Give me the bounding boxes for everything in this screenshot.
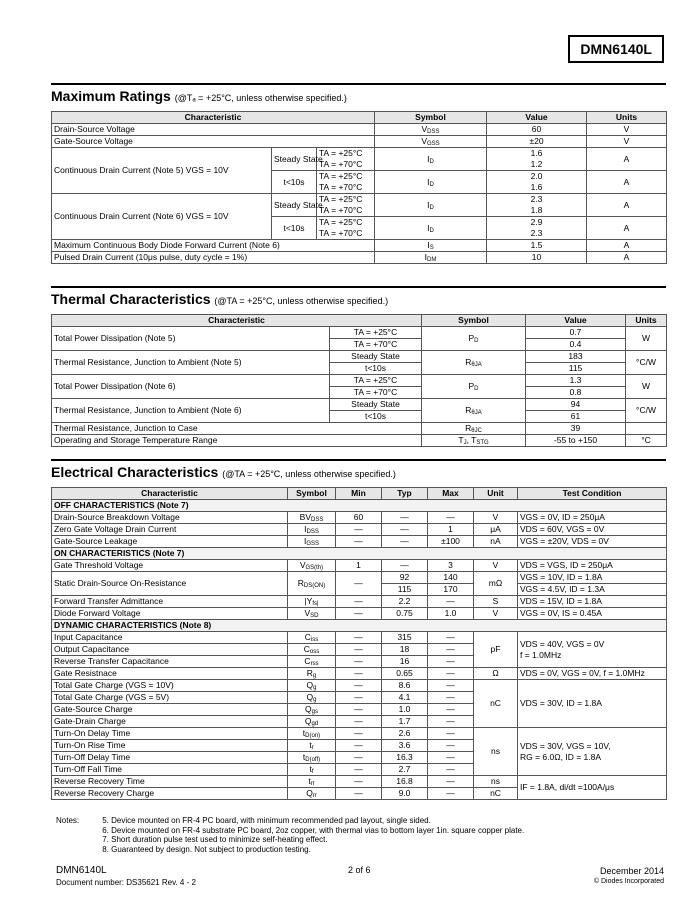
thermal-condition: (@TA = +25°C, unless otherwise specified.): [214, 296, 389, 306]
max-ratings-section: [51, 83, 666, 264]
symbol: $t_{rr}$: [288, 776, 336, 788]
table-row: [52, 560, 667, 572]
col-symbol: Symbol: [375, 112, 487, 124]
value: 0.8: [526, 387, 626, 399]
unit: S: [474, 596, 518, 608]
thermal-section: [51, 286, 666, 447]
condition: TA = +70°C: [330, 387, 422, 399]
symbol: $t_f$: [288, 764, 336, 776]
symbol: $I_S$: [375, 240, 487, 252]
table-row: [52, 252, 667, 264]
unit: V: [474, 608, 518, 620]
col-units: Units: [626, 315, 667, 327]
symbol: $Q_{gs}$: [288, 704, 336, 716]
section-row: [52, 548, 667, 560]
symbol: $Q_g$: [288, 692, 336, 704]
value: 183: [526, 351, 626, 363]
value: 2.0 1.6: [487, 171, 587, 194]
note-6: 6. Device mounted on FR-4 substrate PC board, 2oz copper, with thermal vias to bottom layer 1in. square copper plate.: [102, 825, 525, 835]
value: 0.4: [526, 339, 626, 351]
min: —: [336, 704, 382, 716]
unit: Ω: [474, 668, 518, 680]
min: —: [336, 608, 382, 620]
typ: —: [382, 560, 428, 572]
unit: μA: [474, 524, 518, 536]
col-symbol: Symbol: [422, 315, 526, 327]
value: 0.7: [526, 327, 626, 339]
test-condition: VDS = VGS, ID = 250μA: [518, 560, 667, 572]
typ: 92: [382, 572, 428, 584]
condition: TA = +25°C: [330, 375, 422, 387]
symbol: $t_{D(on)}$: [288, 728, 336, 740]
unit: A: [587, 217, 667, 240]
symbol: $R_{DS(ON)}$: [288, 572, 336, 596]
unit: A: [587, 252, 667, 264]
symbol: $t_{D(off)}$: [288, 752, 336, 764]
symbol: $t_r$: [288, 740, 336, 752]
condition-state: t<10s: [272, 171, 317, 194]
test-condition: VGS = 10V, ID = 1.8A: [518, 572, 667, 584]
typ: —: [382, 536, 428, 548]
min: —: [336, 632, 382, 644]
characteristic-label: Continuous Drain Current (Note 6) VGS = 10V: [52, 194, 272, 240]
condition: Steady State: [330, 351, 422, 363]
characteristic-label: Output Capacitance: [52, 644, 288, 656]
condition-temps: TA = +25°C TA = +70°C: [317, 148, 375, 171]
unit: °C: [626, 435, 667, 447]
section-title: DYNAMIC CHARACTERISTICS (Note 8): [52, 620, 667, 632]
unit: W: [626, 327, 667, 351]
note-5: 5. Device mounted on FR-4 PC board, with minimum recommended pad layout, single sided.: [102, 816, 431, 825]
table-row: [52, 572, 667, 584]
typ: 3.6: [382, 740, 428, 752]
characteristic-label: Turn-On Delay Time: [52, 728, 288, 740]
value: 115: [526, 363, 626, 375]
min: —: [336, 656, 382, 668]
symbol: $|Y_{fs|}$: [288, 596, 336, 608]
test-condition: VDS = 30V, ID = 1.8A: [518, 680, 667, 728]
test-condition: VGS = 0V, IS = 0.45A: [518, 608, 667, 620]
min: —: [336, 572, 382, 596]
symbol: $T_J$, $T_{STG}$: [422, 435, 526, 447]
table-row: [52, 596, 667, 608]
table-row: [52, 512, 667, 524]
value: 2.9 2.3: [487, 217, 587, 240]
table-row: [52, 524, 667, 536]
characteristic-label: Turn-On Rise Time: [52, 740, 288, 752]
max: —: [428, 740, 474, 752]
test-condition: VDS = 15V, ID = 1.8A: [518, 596, 667, 608]
min: —: [336, 716, 382, 728]
symbol: $R_{\theta JC}$: [422, 423, 526, 435]
value: 94: [526, 399, 626, 411]
condition-temps: TA = +25°C TA = +70°C: [317, 194, 375, 217]
condition: t<10s: [330, 411, 422, 423]
characteristic-label: Thermal Resistance, Junction to Case: [52, 423, 422, 435]
characteristic-label: Diode Forward Voltage: [52, 608, 288, 620]
electrical-table: [51, 487, 667, 800]
notes-label: Notes:: [56, 816, 80, 825]
typ: 16.3: [382, 752, 428, 764]
max: —: [428, 512, 474, 524]
min: 1: [336, 560, 382, 572]
value: -55 to +150: [526, 435, 626, 447]
test-condition: IF = 1.8A, di/dt =100A/μs: [518, 776, 667, 800]
table-row: [52, 632, 667, 644]
unit: A: [587, 240, 667, 252]
typ: —: [382, 524, 428, 536]
electrical-heading: Electrical Characteristics: [51, 464, 219, 480]
unit: A: [587, 171, 667, 194]
table-row: [52, 776, 667, 788]
section-row: [52, 500, 667, 512]
min: —: [336, 764, 382, 776]
footer-copyright: © Diodes Incorporated: [593, 878, 664, 885]
table-row: [52, 240, 667, 252]
unit: nC: [474, 680, 518, 728]
symbol: $I_{DSS}$: [288, 524, 336, 536]
col-typ: Typ: [382, 488, 428, 500]
table-row: [52, 148, 667, 171]
characteristic-label: Operating and Storage Temperature Range: [52, 435, 422, 447]
table-row: [52, 375, 667, 387]
characteristic-label: Gate-Source Leakage: [52, 536, 288, 548]
table-row: [52, 680, 667, 692]
characteristic-label: Thermal Resistance, Junction to Ambient (Note 5): [52, 351, 330, 375]
section-title: OFF CHARACTERISTICS (Note 7): [52, 500, 667, 512]
max: 1.0: [428, 608, 474, 620]
min: —: [336, 740, 382, 752]
value: 1.5: [487, 240, 587, 252]
max: —: [428, 716, 474, 728]
min: —: [336, 776, 382, 788]
typ: 1.7: [382, 716, 428, 728]
unit: °C/W: [626, 351, 667, 375]
max-ratings-title: [51, 83, 666, 107]
characteristic-label: Total Power Dissipation (Note 5): [52, 327, 330, 351]
electrical-section: [51, 459, 666, 800]
table-row: [52, 399, 667, 411]
condition: t<10s: [330, 363, 422, 375]
min: —: [336, 668, 382, 680]
table-row: [52, 124, 667, 136]
symbol: $I_D$: [375, 171, 487, 194]
characteristic-label: Forward Transfer Admittance: [52, 596, 288, 608]
symbol: $C_{oss}$: [288, 644, 336, 656]
table-row: [52, 136, 667, 148]
section-row: [52, 620, 667, 632]
col-unit: Unit: [474, 488, 518, 500]
max: —: [428, 668, 474, 680]
typ: 115: [382, 584, 428, 596]
min: —: [336, 788, 382, 800]
unit: pF: [474, 632, 518, 668]
symbol: $R_{\theta JA}$: [422, 351, 526, 375]
symbol: $I_{GSS}$: [288, 536, 336, 548]
min: 60: [336, 512, 382, 524]
symbol: $P_D$: [422, 375, 526, 399]
max-ratings-table: [51, 111, 667, 264]
unit: nC: [474, 788, 518, 800]
value: 60: [487, 124, 587, 136]
value: 10: [487, 252, 587, 264]
table-row: [52, 194, 667, 217]
symbol: $I_{DM}$: [375, 252, 487, 264]
typ: 9.0: [382, 788, 428, 800]
value: 2.3 1.8: [487, 194, 587, 217]
max: —: [428, 596, 474, 608]
max: —: [428, 704, 474, 716]
symbol: $I_D$: [375, 148, 487, 171]
col-characteristic: Characteristic: [52, 315, 422, 327]
test-condition: VGS = ±20V, VDS = 0V: [518, 536, 667, 548]
unit: W: [626, 375, 667, 399]
characteristic-label: Static Drain-Source On-Resistance: [52, 572, 288, 596]
condition-temps: TA = +25°C TA = +70°C: [317, 217, 375, 240]
table-row: [52, 536, 667, 548]
table-row: [52, 728, 667, 740]
min: —: [336, 524, 382, 536]
characteristic-label: Continuous Drain Current (Note 5) VGS = 10V: [52, 148, 272, 194]
max: ±100: [428, 536, 474, 548]
min: —: [336, 752, 382, 764]
unit: [626, 423, 667, 435]
col-value: Value: [487, 112, 587, 124]
footer-page: 2 of 6: [348, 865, 371, 875]
typ: 8.6: [382, 680, 428, 692]
characteristic-label: Zero Gate Voltage Drain Current: [52, 524, 288, 536]
thermal-table: [51, 314, 667, 447]
min: —: [336, 728, 382, 740]
typ: 18: [382, 644, 428, 656]
table-row: [52, 327, 667, 339]
footer-part: DMN6140L: [56, 865, 107, 876]
test-condition: VGS = 4.5V, ID = 1.3A: [518, 584, 667, 596]
symbol: $P_D$: [422, 327, 526, 351]
footer-doc-number: Document number: DS35621 Rev. 4 - 2: [56, 878, 196, 887]
col-value: Value: [526, 315, 626, 327]
characteristic-label: Gate-Drain Charge: [52, 716, 288, 728]
test-condition: VDS = 30V, VGS = 10V, RG = 6.0Ω, ID = 1.8A: [518, 728, 667, 776]
col-characteristic: Characteristic: [52, 488, 288, 500]
unit: V: [587, 124, 667, 136]
table-row: [52, 608, 667, 620]
max: 170: [428, 584, 474, 596]
characteristic-label: Total Gate Charge (VGS = 10V): [52, 680, 288, 692]
unit: V: [474, 512, 518, 524]
notes: [56, 816, 524, 854]
characteristic-label: Total Gate Charge (VGS = 5V): [52, 692, 288, 704]
max-ratings-condition: (@Tₐ = +25°C, unless otherwise specified.): [174, 93, 347, 103]
unit: V: [587, 136, 667, 148]
part-number-box: [568, 35, 664, 63]
max: —: [428, 632, 474, 644]
thermal-title: [51, 286, 666, 310]
header-row: [52, 112, 667, 124]
characteristic-label: Input Capacitance: [52, 632, 288, 644]
characteristic-label: Reverse Transfer Capacitance: [52, 656, 288, 668]
value: ±20: [487, 136, 587, 148]
condition: TA = +70°C: [330, 339, 422, 351]
min: —: [336, 644, 382, 656]
unit: nA: [474, 536, 518, 548]
test-condition: VDS = 0V, VGS = 0V, f = 1.0MHz: [518, 668, 667, 680]
typ: 16.8: [382, 776, 428, 788]
symbol: $V_{DSS}$: [375, 124, 487, 136]
col-symbol: Symbol: [288, 488, 336, 500]
typ: 315: [382, 632, 428, 644]
test-condition: VGS = 0V, ID = 250μA: [518, 512, 667, 524]
unit: A: [587, 148, 667, 171]
col-units: Units: [587, 112, 667, 124]
footer-date: December 2014: [599, 866, 664, 876]
condition-state: t<10s: [272, 217, 317, 240]
condition: Steady State: [330, 399, 422, 411]
characteristic-label: Maximum Continuous Body Diode Forward Current (Note 6): [52, 240, 375, 252]
typ: 0.65: [382, 668, 428, 680]
characteristic-label: Reverse Recovery Time: [52, 776, 288, 788]
symbol: $Q_{gd}$: [288, 716, 336, 728]
characteristic-label: Turn-Off Delay Time: [52, 752, 288, 764]
max: —: [428, 752, 474, 764]
max: 1: [428, 524, 474, 536]
max: —: [428, 680, 474, 692]
part-number: DMN6140L: [580, 41, 652, 57]
condition-state: Steady State: [272, 194, 317, 217]
max: —: [428, 788, 474, 800]
notes-list: [102, 816, 524, 854]
typ: 0.75: [382, 608, 428, 620]
characteristic-label: Gate Resistnace: [52, 668, 288, 680]
characteristic-label: Gate Threshold Voltage: [52, 560, 288, 572]
characteristic-label: Reverse Recovery Charge: [52, 788, 288, 800]
thermal-heading: Thermal Characteristics: [51, 291, 211, 307]
typ: 4.1: [382, 692, 428, 704]
table-row: [52, 435, 667, 447]
col-min: Min: [336, 488, 382, 500]
electrical-title: [51, 459, 666, 483]
condition: TA = +25°C: [330, 327, 422, 339]
symbol: $V_{GS(th)}$: [288, 560, 336, 572]
condition-state: Steady State: [272, 148, 317, 171]
header-row: [52, 315, 667, 327]
unit: mΩ: [474, 572, 518, 596]
typ: 2.2: [382, 596, 428, 608]
min: —: [336, 596, 382, 608]
unit: V: [474, 560, 518, 572]
value: 1.3: [526, 375, 626, 387]
unit: °C/W: [626, 399, 667, 423]
condition-temps: TA = +25°C TA = +70°C: [317, 171, 375, 194]
col-characteristic: Characteristic: [52, 112, 375, 124]
section-title: ON CHARACTERISTICS (Note 7): [52, 548, 667, 560]
note-7: 7. Short duration pulse test used to minimize self-heating effect.: [102, 835, 328, 844]
characteristic-label: Thermal Resistance, Junction to Ambient (Note 6): [52, 399, 330, 423]
max: —: [428, 656, 474, 668]
max-ratings-heading: Maximum Ratings: [51, 88, 171, 104]
symbol: $R_g$: [288, 668, 336, 680]
characteristic-label: Drain-Source Voltage: [52, 124, 375, 136]
max: 140: [428, 572, 474, 584]
table-row: [52, 668, 667, 680]
typ: 16: [382, 656, 428, 668]
symbol: $Q_g$: [288, 680, 336, 692]
col-test-condition: Test Condition: [518, 488, 667, 500]
col-max: Max: [428, 488, 474, 500]
symbol: $R_{\theta JA}$: [422, 399, 526, 423]
unit: ns: [474, 776, 518, 788]
table-row: [52, 351, 667, 363]
test-condition: VDS = 60V, VGS = 0V: [518, 524, 667, 536]
table-row: [52, 423, 667, 435]
characteristic-label: Drain-Source Breakdown Voltage: [52, 512, 288, 524]
note-8: 8. Guaranteed by design. Not subject to production testing.: [102, 844, 311, 854]
electrical-condition: (@TA = +25°C, unless otherwise specified.): [222, 469, 396, 479]
test-condition: VDS = 40V, VGS = 0V f = 1.0MHz: [518, 632, 667, 668]
characteristic-label: Turn-Off Fall Time: [52, 764, 288, 776]
min: —: [336, 536, 382, 548]
max: —: [428, 644, 474, 656]
characteristic-label: Total Power Dissipation (Note 6): [52, 375, 330, 399]
max: —: [428, 764, 474, 776]
header-row: [52, 488, 667, 500]
unit: A: [587, 194, 667, 217]
value: 1.6 1.2: [487, 148, 587, 171]
value: 39: [526, 423, 626, 435]
symbol: $BV_{DSS}$: [288, 512, 336, 524]
max: 3: [428, 560, 474, 572]
value: 61: [526, 411, 626, 423]
symbol: $C_{rss}$: [288, 656, 336, 668]
typ: 2.7: [382, 764, 428, 776]
min: —: [336, 680, 382, 692]
unit: ns: [474, 728, 518, 776]
characteristic-label: Pulsed Drain Current (10μs pulse, duty cycle = 1%): [52, 252, 375, 264]
characteristic-label: Gate-Source Charge: [52, 704, 288, 716]
max: —: [428, 776, 474, 788]
symbol: $I_D$: [375, 194, 487, 217]
symbol: $Q_{rr}$: [288, 788, 336, 800]
max: —: [428, 728, 474, 740]
typ: 2.6: [382, 728, 428, 740]
typ: 1.0: [382, 704, 428, 716]
min: —: [336, 692, 382, 704]
symbol: $I_D$: [375, 217, 487, 240]
characteristic-label: Gate-Source Voltage: [52, 136, 375, 148]
max: —: [428, 692, 474, 704]
symbol: $V_{SD}$: [288, 608, 336, 620]
typ: —: [382, 512, 428, 524]
symbol: $C_{iss}$: [288, 632, 336, 644]
symbol: $V_{GSS}$: [375, 136, 487, 148]
